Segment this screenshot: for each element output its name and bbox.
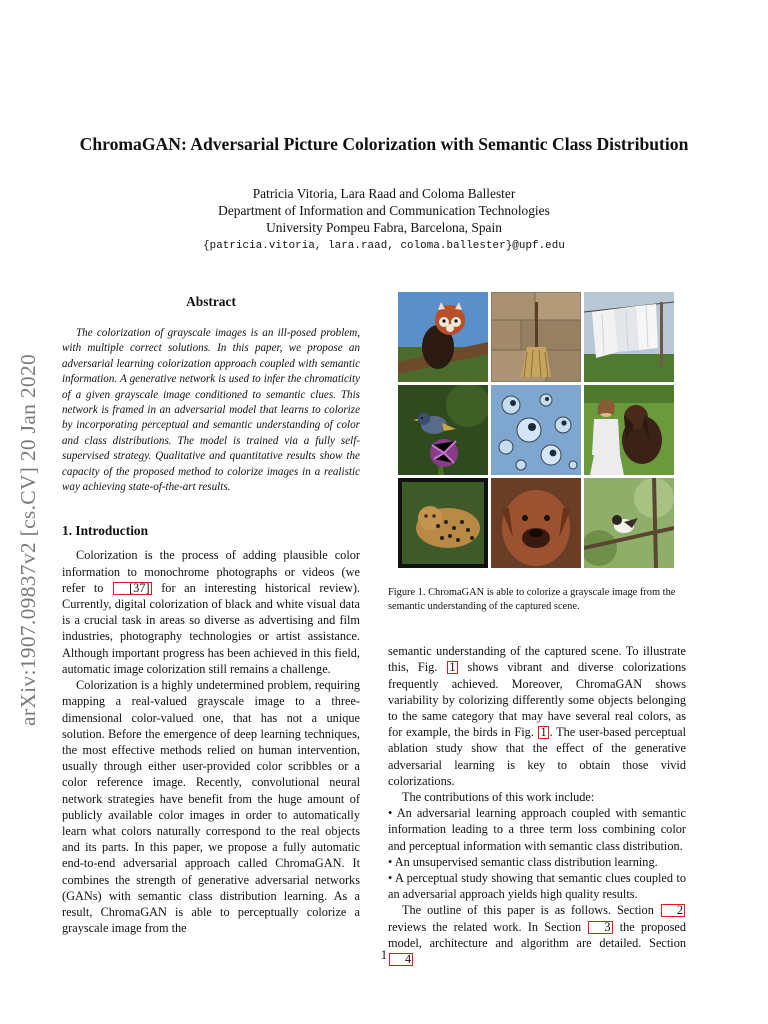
- bird-thistle-image: [398, 385, 488, 475]
- figure-tile-mastiff: [491, 478, 581, 568]
- figure-1-image-grid: [398, 292, 674, 568]
- droplets-image: [491, 385, 581, 475]
- figure-tile-woman-dog: [584, 385, 674, 475]
- author-emails[interactable]: {patricia.vitoria, lara.raad, coloma.ballester}@upf.edu: [203, 240, 565, 252]
- intro-p1-text-b: for an interesting historical review). Currently, digital colorization of black and white visual data is a crucial task in areas so diverse as advertising and film industries, photography technologies or artist assistance. Although important progress has been achieved in this field, automatic image colorization still remains a challenge.: [62, 580, 361, 676]
- figure-1-caption: Figure 1. ChromaGAN is able to colorize a grayscale image from the semantic understanding of the captured scene.: [388, 587, 676, 612]
- right-p1-c: . The user-based perceptual ablation study show that the effect of the generative adversarial learning is key to obtain those vivid colorizations.: [388, 725, 687, 788]
- mastiff-image: [491, 478, 581, 568]
- right-p1-b: shows vibrant and diverse colorizations frequently achieved. Moreover, ChromaGAN shows variability by colorizing differently some objects belonging to the same category that may have several real colors, as for example, the birds in Fig.: [388, 660, 687, 740]
- woman-dog-image: [584, 385, 674, 475]
- left-column: [62, 294, 360, 936]
- page-number: 1: [380, 948, 388, 962]
- figure-tile-leopard: [398, 478, 488, 568]
- figure-tile-bird-thistle: [398, 385, 488, 475]
- red-panda-image: [398, 292, 488, 382]
- paper-title: ChromaGAN: Adversarial Picture Colorization with Semantic Class Distribution: [79, 134, 689, 154]
- contribution-item: • A perceptual study showing that semantic clues coupled to an adversarial approach yields high quality results.: [388, 871, 686, 902]
- outline-c: the proposed model, architecture and algorithm are detailed. Section: [388, 919, 686, 950]
- right-column: [388, 292, 686, 967]
- right-p1-a: semantic understanding of the captured scene. To illustrate this, Fig.: [388, 644, 686, 675]
- outline-b: reviews the related work. In Section: [388, 919, 588, 934]
- author-block: [40, 185, 728, 255]
- contribution-item: • An unsupervised semantic class distribution learning.: [388, 854, 658, 869]
- abstract-body: [62, 326, 360, 495]
- figure-tile-droplets: [491, 385, 581, 475]
- small-bird-image: [584, 478, 674, 568]
- section-link[interactable]: 4: [389, 953, 413, 966]
- section-link[interactable]: 3: [588, 921, 612, 934]
- figure-tile-small-bird: [584, 478, 674, 568]
- figure-link[interactable]: 1: [540, 725, 547, 740]
- contributions-intro: The contributions of this work include:: [402, 790, 595, 805]
- outline-a: The outline of this paper is as follows. Section: [402, 903, 660, 918]
- author-names: Patricia Vitoria, Lara Raad and Coloma Ballester: [252, 186, 516, 201]
- abstract-heading: Abstract: [186, 294, 236, 309]
- figure-tile-laundry: [584, 292, 674, 382]
- section-heading-introduction: 1. Introduction: [62, 523, 149, 539]
- intro-p1-text-a: Colorization is the process of adding plausible color information to monochrome photographs or videos (we refer to: [62, 548, 360, 595]
- right-column-text: [388, 643, 686, 967]
- intro-paragraph-1: [62, 547, 360, 677]
- author-university: University Pompeu Fabra, Barcelona, Spain: [266, 220, 502, 235]
- leopard-image: [398, 478, 488, 568]
- contribution-item: • An adversarial learning approach coupled with semantic information leading to a three term loss combining color and perceptual information with semantic class distribution.: [388, 806, 686, 853]
- citation-link[interactable]: [37]: [113, 582, 152, 595]
- section-link[interactable]: 2: [661, 904, 685, 917]
- figure-tile-red-panda: [398, 292, 488, 382]
- arxiv-identifier: arXiv:1907.09837v2 [cs.CV] 20 Jan 2020: [16, 353, 40, 726]
- figure-link[interactable]: 1: [449, 660, 456, 675]
- laundry-image: [584, 292, 674, 382]
- broom-image: [491, 292, 581, 382]
- author-department: Department of Information and Communication Technologies: [218, 203, 550, 218]
- abstract-text: The colorization of grayscale images is an ill-posed problem, with multiple correct solutions. In this paper, we propose an adversarial learning colorization approach coupled with semantic information. A generative network is used to infer the chromaticity of a given grayscale image conditioned to semantic clues. This network is framed in an adversarial model that learns to colorize by incorporating perceptual and semantic understanding of color and class distributions. The model is trained via a fully self-supervised strategy. Qualitative and quantitative results show the capacity of the proposed method to colorize images in a realistic way achieving state-of-the-art results.: [62, 327, 360, 494]
- right-paragraph-1: [388, 643, 686, 789]
- intro-paragraph-2: Colorization is a highly undetermined problem, requiring mapping a real-valued grayscale image to a three-dimensional color-valued one, that has not a unique solution. Before the emergence of deep learning techniques, the most effective methods relied on human intervention, usually through either user-provided color scribbles or a color reference image. Recently, convolutional neural network strategies have benefit from the huge amount of publicly available color images in order to automatically learn what colors naturally correspond to the real objects and its parts. In this paper, we propose a fully automatic end-to-end adversarial approach called ChromaGAN. It combines the strength of generative adversarial networks (GANs) with semantic class distribution learning. As a result, ChromaGAN is able to perceptually colorize a grayscale image from the: [62, 678, 360, 936]
- figure-tile-broom: [491, 292, 581, 382]
